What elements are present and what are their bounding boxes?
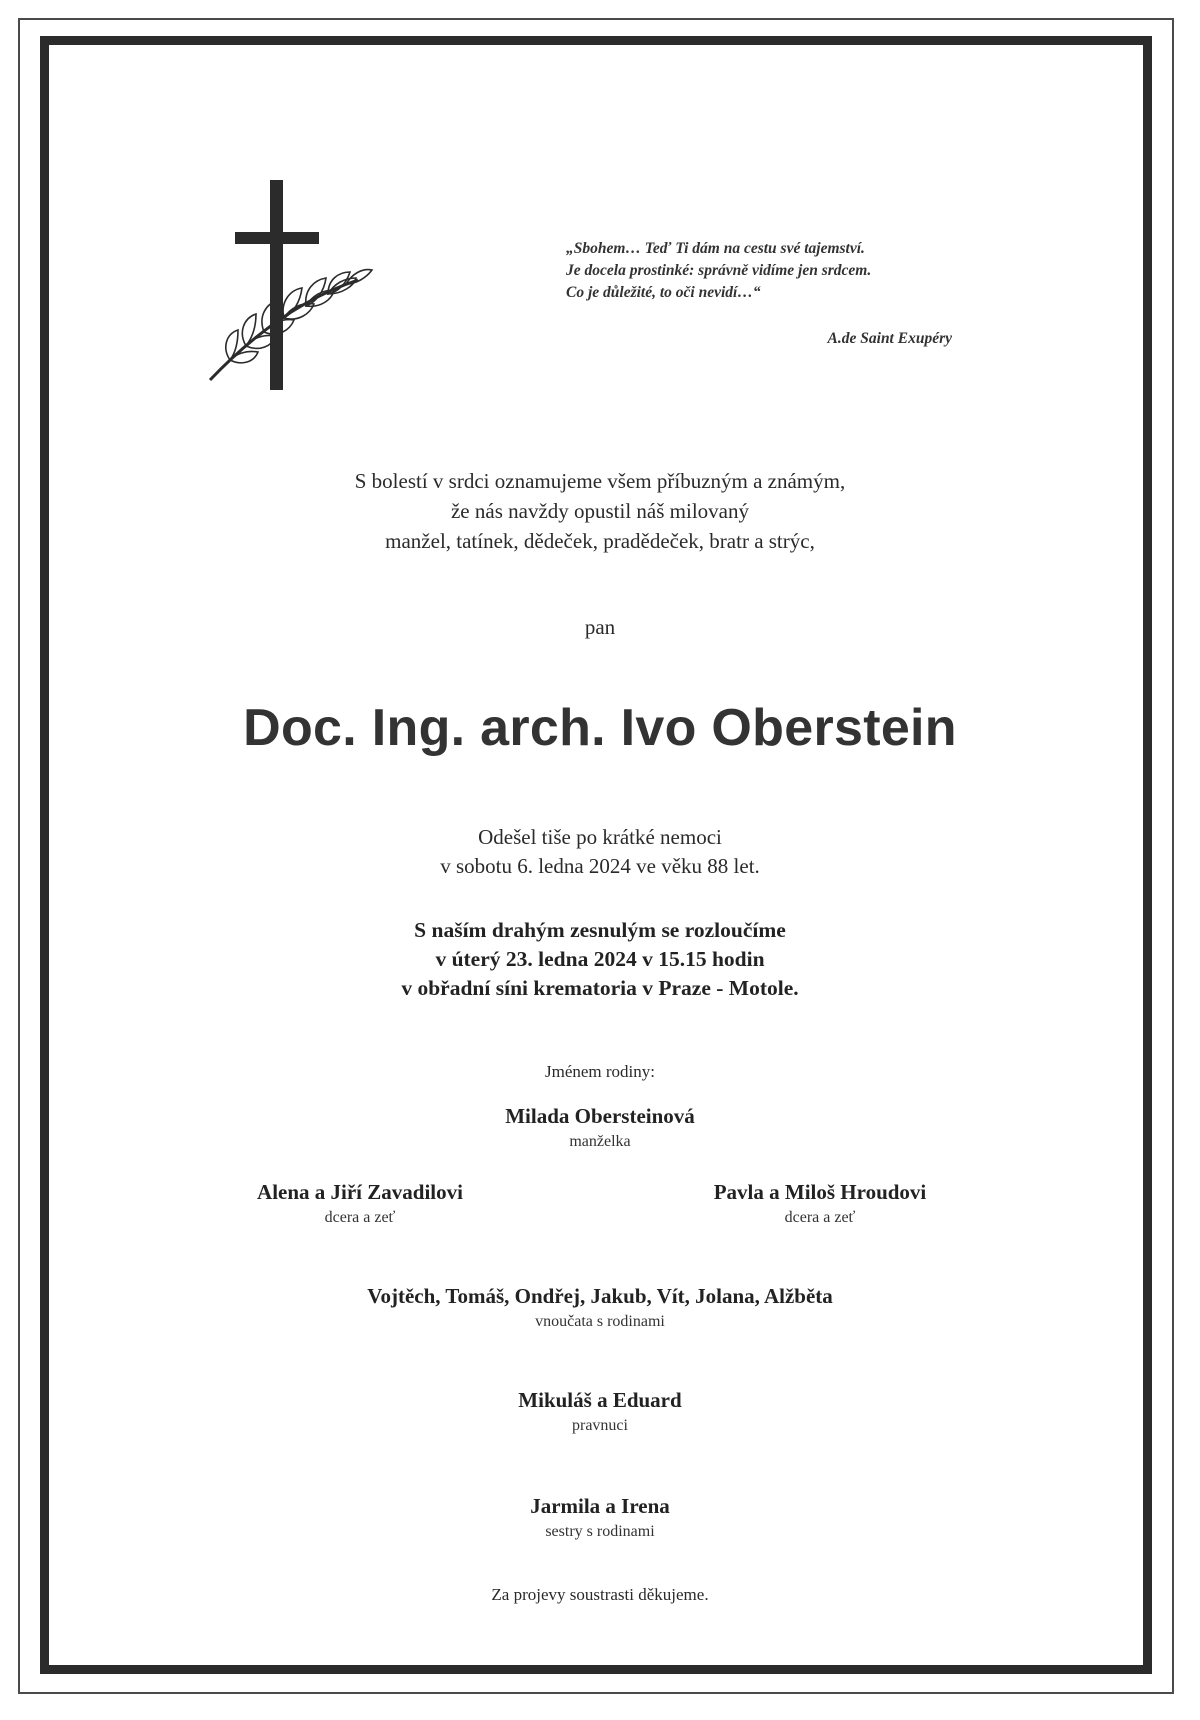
- on-behalf-label: Jménem rodiny:: [544, 1062, 655, 1081]
- member-name: Milada Obersteinová: [505, 1104, 695, 1128]
- announcement-line: manžel, tatínek, dědeček, pradědeček, bratr a strýc,: [385, 529, 815, 553]
- family-member-daughter-1: [160, 1180, 560, 1227]
- announcement-text: [60, 466, 1140, 556]
- cross-with-palm-icon: [208, 180, 388, 410]
- member-name: Mikuláš a Eduard: [518, 1388, 682, 1412]
- quote-line: Je docela prostinké: správně vidíme jen srdcem.: [566, 262, 872, 279]
- announcement-line: že nás navždy opustil náš milovaný: [450, 499, 750, 523]
- death-line: Odešel tiše po krátké nemoci: [478, 825, 722, 849]
- member-role: sestry s rodinami: [545, 1523, 655, 1540]
- family-member-grandchildren: [160, 1284, 1040, 1331]
- member-role: manželka: [569, 1133, 631, 1150]
- quote-line: Co je důležité, to oči nevidí…“: [566, 284, 761, 301]
- family-member-great-grandchildren: [360, 1388, 840, 1435]
- deceased-name: Doc. Ing. arch. Ivo Oberstein: [243, 699, 957, 757]
- member-role: pravnuci: [572, 1417, 628, 1434]
- epigraph-quote: [566, 238, 986, 304]
- announcement-line: S bolestí v srdci oznamujeme všem příbuzným a známým,: [354, 469, 846, 493]
- funeral-line: v úterý 23. ledna 2024 v 15.15 hodin: [435, 947, 765, 971]
- family-member-wife: [360, 1104, 840, 1151]
- salutation: pan: [584, 615, 616, 639]
- member-role: dcera a zeť: [324, 1209, 396, 1226]
- funeral-line: S naším drahým zesnulým se rozloučíme: [414, 918, 786, 942]
- quote-author: A.de Saint Exupéry: [827, 330, 952, 347]
- funeral-info: [60, 916, 1140, 1003]
- family-member-daughter-2: [620, 1180, 1020, 1227]
- member-name: Jarmila a Irena: [530, 1494, 670, 1518]
- member-name: Vojtěch, Tomáš, Ondřej, Jakub, Vít, Jolana, Alžběta: [367, 1284, 833, 1308]
- member-name: Alena a Jiří Zavadilovi: [257, 1180, 463, 1204]
- death-line: v sobotu 6. ledna 2024 ve věku 88 let.: [440, 854, 760, 878]
- member-name: Pavla a Miloš Hroudovi: [713, 1180, 927, 1204]
- funeral-line: v obřadní síni krematoria v Praze - Motole.: [401, 976, 799, 1000]
- member-role: vnoučata s rodinami: [535, 1313, 665, 1330]
- death-notice: [60, 823, 1140, 881]
- closing-thanks: Za projevy soustrasti děkujeme.: [491, 1585, 709, 1604]
- quote-line: „Sbohem… Teď Ti dám na cestu své tajemství.: [566, 240, 865, 257]
- member-role: dcera a zeť: [784, 1209, 856, 1226]
- family-member-sisters: [360, 1494, 840, 1541]
